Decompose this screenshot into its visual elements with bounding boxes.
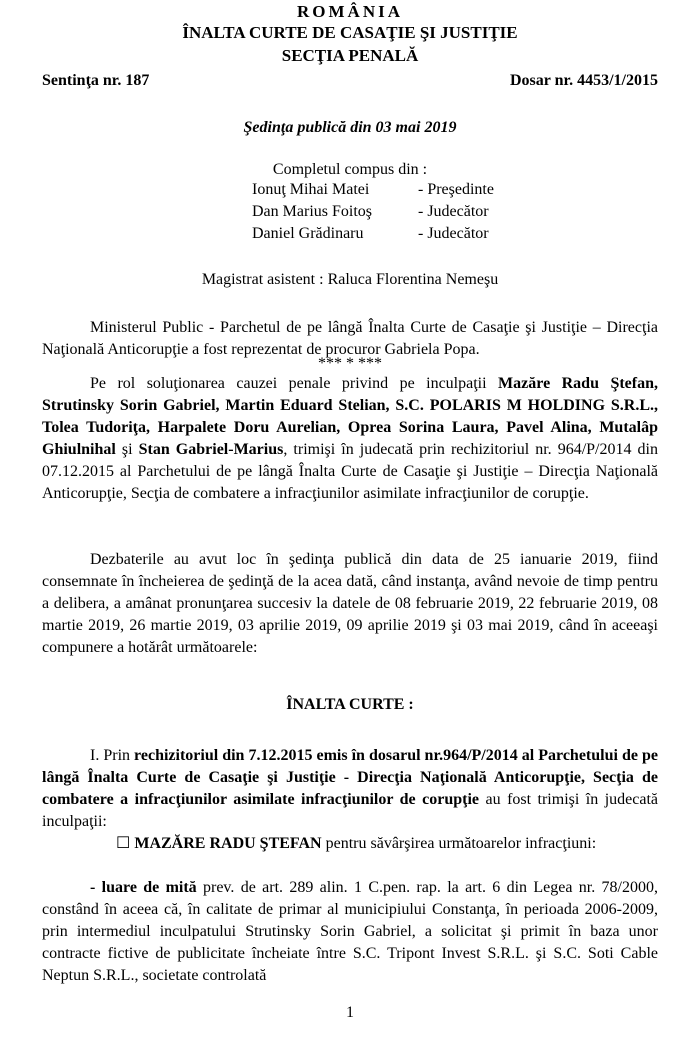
indictment-paragraph: I. Prin rechizitoriul din 7.12.2015 emis în dosarul nr.964/P/2014 al Parchetului de pe lângă Înalta Curte de Casaţie şi Justiţie - Direcţia Naţională Anticorupţie, Secţia de combatere a infracţiunilor asimilate infracţiunilor de corupţie au fost trimişi în judecată inculpaţii:	[42, 747, 659, 830]
session-title: Şedinţa publică din 03 mai 2019	[243, 119, 457, 136]
charge-paragraph: - luare de mită prev. de art. 289 alin. 1 C.pen. rap. la art. 6 din Legea nr. 78/2000, constând în aceea că, în calitate de primar al municipiului Constanţa, în perioada 2006-2009, prin intermediul inculpatului Strutinsky Sorin Gabriel, a solicitat şi primit în baza unor contracte fictive de publicitate încheiate între S.C. Tripont Invest S.R.L. şi S.C. Soti Cable Neptun S.R.L., societate controlată	[42, 879, 658, 984]
court-heading: ÎNALTA CURTE DE CASAŢIE ŞI JUSTIŢIE	[182, 23, 518, 42]
country-heading: ROMÂNIA	[297, 2, 403, 21]
file-number: Dosar nr. 4453/1/2015	[509, 72, 658, 89]
court-section-title: ÎNALTA CURTE :	[286, 696, 414, 713]
panel-member-name: Daniel Grădinaru	[252, 225, 364, 242]
sentence-number: Sentinţa nr. 187	[42, 72, 150, 89]
page-number: 1	[346, 1004, 354, 1021]
debate-paragraph: Dezbaterile au avut loc în şedinţa publică din data de 25 ianuarie 2019, fiind consemnate în încheierea de şedinţă de la acea dată, când instanţa, având nevoie de timp pentru a delibera, a amânat pronunţarea succesiv la datele de 08 februarie 2019, 22 februarie 2019, 08 martie 2019, 26 martie 2019, 03 aprilie 2019, 09 aprilie 2019 şi 03 mai 2019, când în aceeaşi compunere a hotărât următoarele:	[42, 551, 658, 656]
panel-intro: Completul compus din :	[272, 161, 428, 178]
assistant-magistrate: Magistrat asistent : Raluca Florentina Nemeşu	[201, 271, 499, 288]
section-heading: SECŢIA PENALĂ	[281, 46, 419, 65]
panel-member-name: Dan Marius Foitoş	[252, 203, 372, 220]
defendant-name: MAZĂRE RADU ŞTEFAN	[134, 835, 322, 852]
separator-stars: *** * ***	[318, 355, 382, 372]
panel-member-role: - Preşedinte	[418, 181, 494, 198]
prosecutor-paragraph: Ministerul Public - Parchetul de pe lângă Înalta Curte de Casaţie şi Justiţie – Direcţia Naţională Anticorupţie a fost reprezentat de procuror Gabriela Popa.	[42, 319, 658, 358]
checkbox-icon: ☐	[116, 835, 131, 852]
defendant-paragraph: ☐ MAZĂRE RADU ŞTEFAN pentru săvârşirea următoarelor infracţiuni:	[116, 835, 597, 852]
case-paragraph: Pe rol soluţionarea cauzei penale privind pe inculpaţii Mazăre Radu Ştefan, Strutinsky Sorin Gabriel, Martin Eduard Stelian, S.C. POLARIS M HOLDING S.R.L., Tolea Tudoriţa, Harpalete Doru Aurelian, Oprea Sorina Laura, Pavel Alina, Mutalâp Ghiulnihal şi Stan Gabriel-Marius, trimişi în judecată prin rechizitoriul nr. 964/P/2014 din 07.12.2015 al Parchetului de pe lângă Înalta Curte de Casaţie şi Justiţie – Direcţia Naţională Anticorupţie, Secţia de combatere a infracţiunilor asimilate infracţiunilor de corupţie.	[42, 375, 659, 502]
panel-member-role: - Judecător	[418, 203, 489, 220]
panel-member-name: Ionuţ Mihai Matei	[252, 181, 370, 198]
panel-member-role: - Judecător	[418, 225, 489, 242]
